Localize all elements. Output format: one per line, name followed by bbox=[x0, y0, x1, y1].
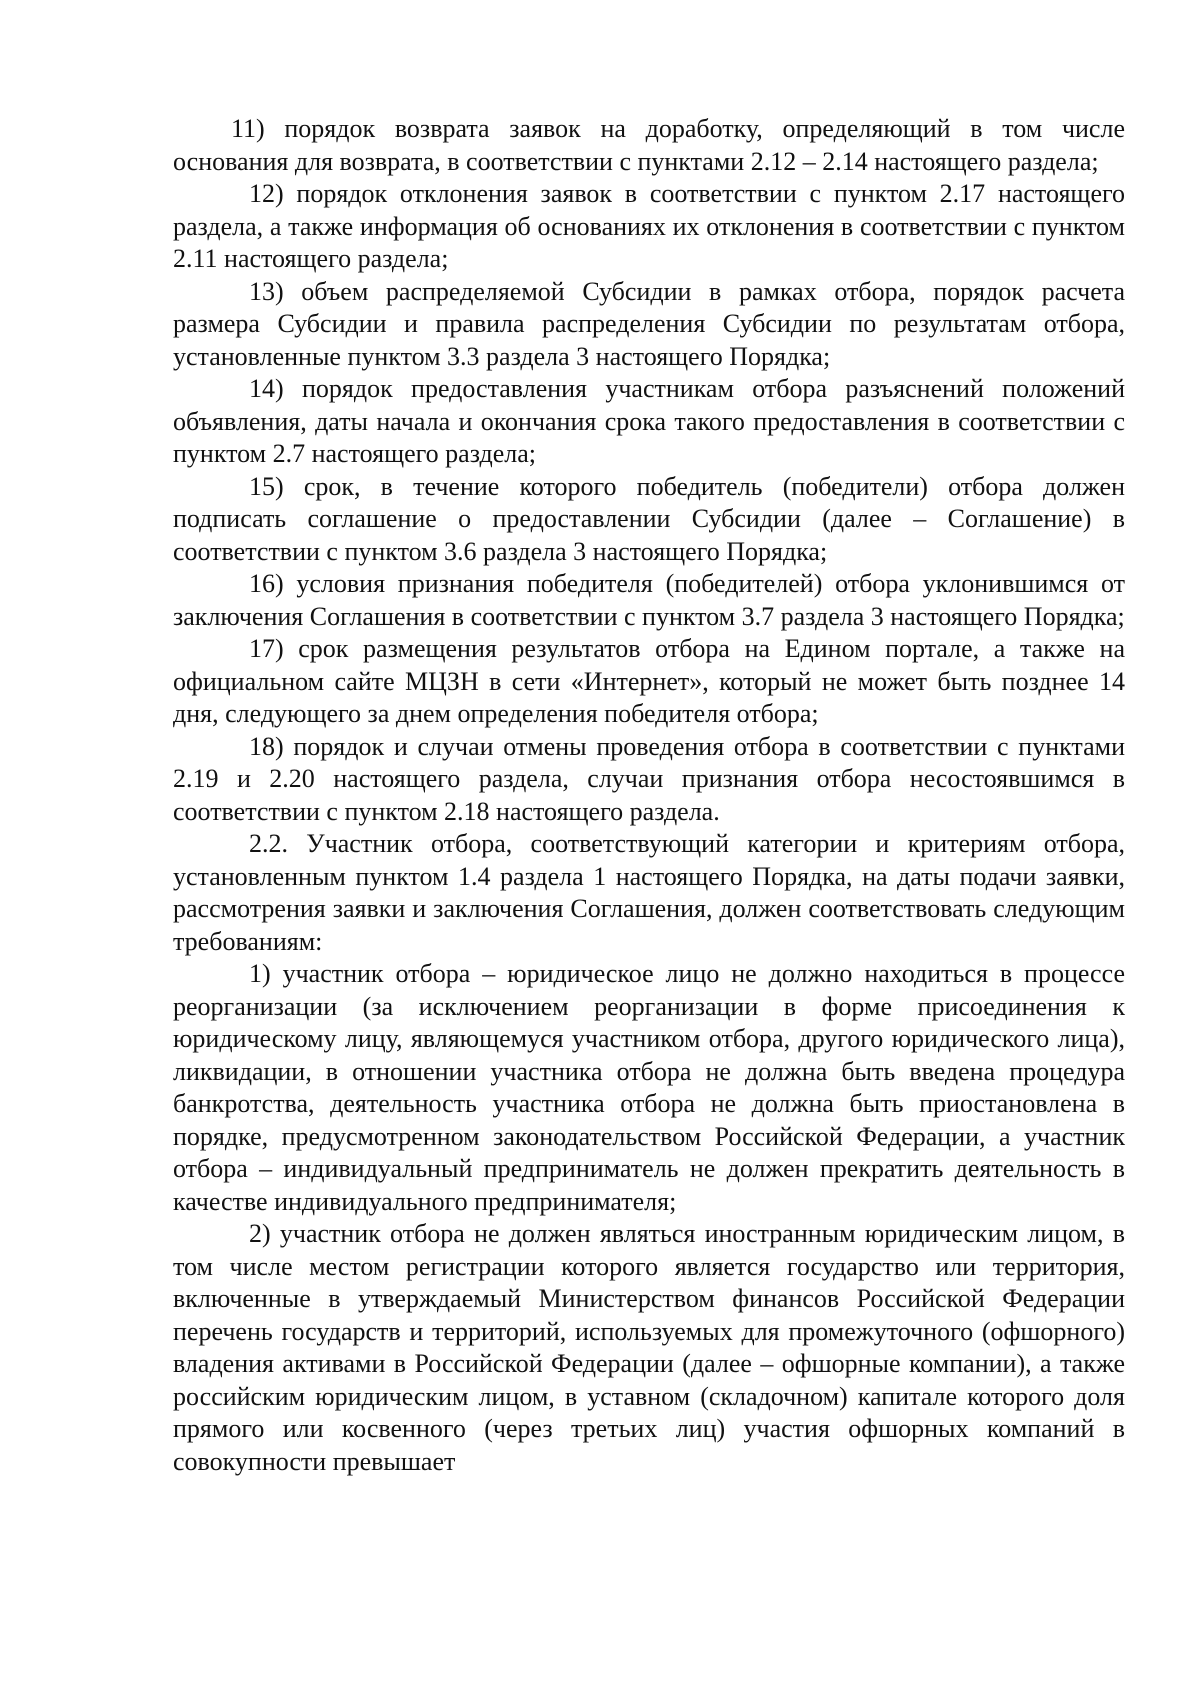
paragraph-item-11: 11) порядок возврата заявок на доработку, определяющий в том числе основания для возврата, в соответствии с пунктами 2.12 – 2.14 настоящего раздела; bbox=[173, 114, 1125, 176]
paragraph-requirement-1: 1) участник отбора – юридическое лицо не должно находиться в процессе реорганизации (за исключением реорганизации в форме присоединения к юридическому лицу, являющемуся участником отбора, другого юридического лица), ликвидации, в отношении участника отбора не должна быть введена процедура банкротства, деятельность участника отбора не должна быть приостановлена в порядке, предусмотренном законодательством Российской Федерации, а участник отбора – индивидуальный предприниматель не должен прекратить деятельность в качестве индивидуального предпринимателя; bbox=[173, 959, 1125, 1216]
paragraph-item-18: 18) порядок и случаи отмены проведения отбора в соответствии с пунктами 2.19 и 2.20 настоящего раздела, случаи признания отбора несостоявшимся в соответствии с пунктом 2.18 настоящего раздела. bbox=[173, 731, 1125, 826]
paragraph-item-16: 16) условия признания победителя (победителей) отбора уклонившимся от заключения Соглашения в соответствии с пунктом 3.7 раздела 3 настоящего Порядка; bbox=[173, 569, 1125, 631]
paragraph-item-15: 15) срок, в течение которого победитель (победители) отбора должен подписать соглашение о предоставлении Субсидии (далее – Соглашение) в соответствии с пунктом 3.6 раздела 3 настоящего Порядка; bbox=[173, 471, 1125, 566]
paragraph-item-17: 17) срок размещения результатов отбора на Едином портале, а также на официальном сайте МЦЗН в сети «Интернет», который не может быть позднее 14 дня, следующего за днем определения победителя отбора; bbox=[173, 634, 1125, 728]
paragraph-item-13: 13) объем распределяемой Субсидии в рамках отбора, порядок расчета размера Субсидии и правила распределения Субсидии по результатам отбора, установленные пунктом 3.3 раздела 3 настоящего Порядка; bbox=[173, 276, 1125, 371]
document-page bbox=[173, 113, 1125, 1478]
paragraph-item-12: 12) порядок отклонения заявок в соответствии с пунктом 2.17 настоящего раздела, а также информация об основаниях их отклонения в соответствии с пунктом 2.11 настоящего раздела; bbox=[173, 179, 1125, 273]
paragraph-requirement-2: 2) участник отбора не должен являться иностранным юридическим лицом, в том числе местом регистрации которого является государство или территория, включенные в утверждаемый Министерством финансов Российской Федерации перечень государств и территорий, используемых для промежуточного (офшорного) владения активами в Российской Федерации (далее – офшорные компании), а также российским юридическим лицом, в уставном (складочном) капитале которого доля прямого или косвенного (через третьих лиц) участия офшорных компаний в совокупности превышает bbox=[173, 1219, 1125, 1476]
paragraph-item-14: 14) порядок предоставления участникам отбора разъяснений положений объявления, даты начала и окончания срока такого предоставления в соответствии с пунктом 2.7 настоящего раздела; bbox=[173, 374, 1125, 468]
paragraph-section-2-2: 2.2. Участник отбора, соответствующий категории и критериям отбора, установленным пунктом 1.4 раздела 1 настоящего Порядка, на даты подачи заявки, рассмотрения заявки и заключения Соглашения, должен соответствовать следующим требованиям: bbox=[173, 829, 1125, 956]
